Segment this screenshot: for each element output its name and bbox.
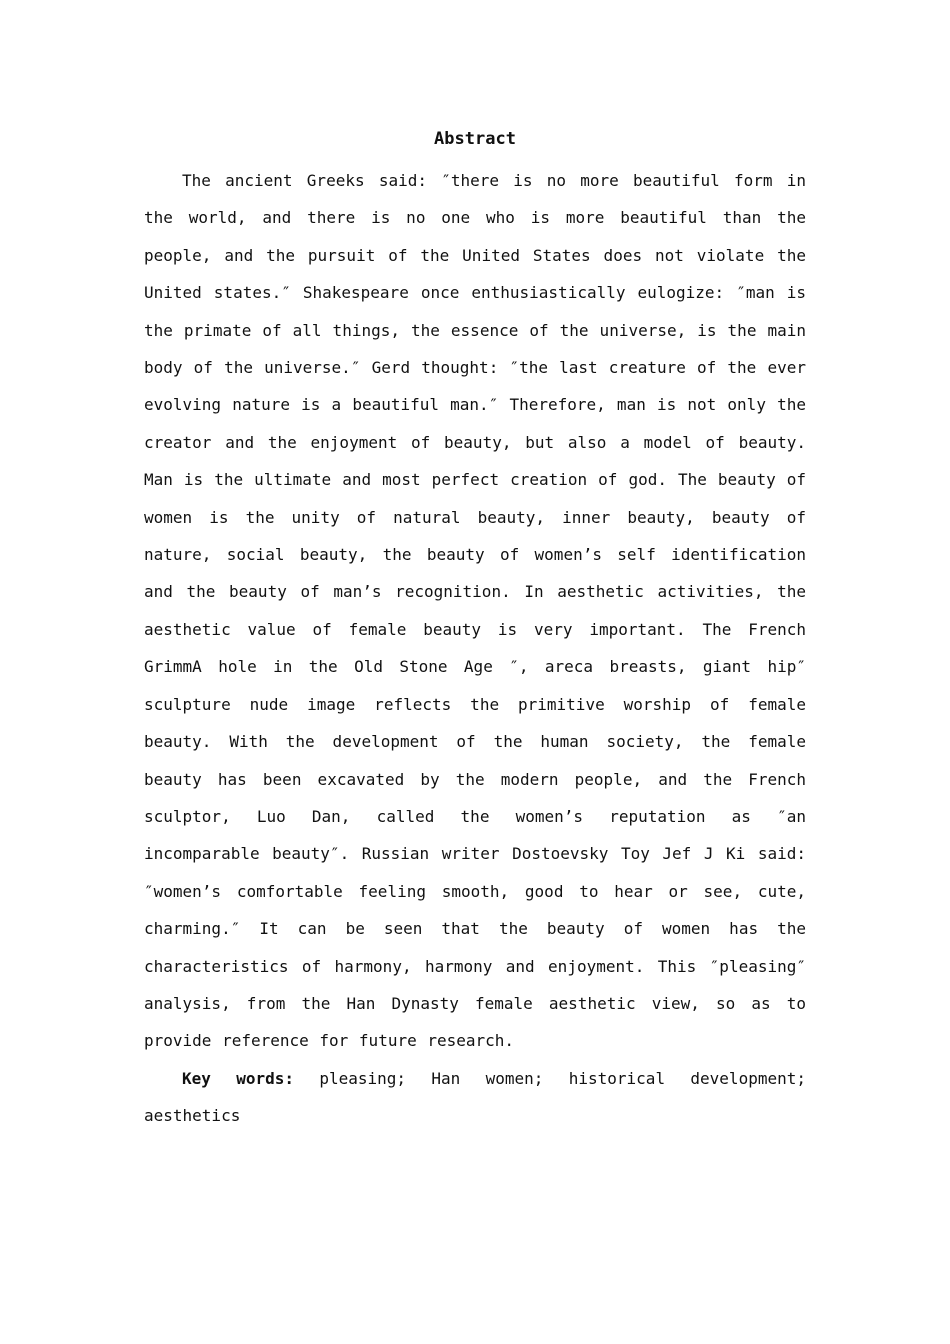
abstract-section [144, 126, 806, 1135]
keywords-paragraph [144, 1060, 806, 1135]
abstract-title: Abstract [434, 129, 516, 149]
keywords-text: pleasing; Han women; historical development; aesthetics [144, 1068, 806, 1126]
keywords-label: Key words: [182, 1068, 295, 1088]
abstract-body: The ancient Greeks said: ″there is no more beautiful form in the world, and there is no one who is more beautiful than the people, and the pursuit of the United States does not violate the United states.″ Shakespeare once enthusiastically eulogize: ″man is the primate of all things, the essence of the universe, is the main body of the universe.″ Gerd thought: ″the last creature of the ever evolving nature is a beautiful man.″ Therefore, man is not only the creator and the enjoyment of beauty, but also a model of beauty. Man is the ultimate and most perfect creation of god. The beauty of women is the unity of natural beauty, inner beauty, beauty of nature, social beauty, the beauty of women’s self identification and the beauty of man’s recognition. In aesthetic activities, the aesthetic value of female beauty is very important. The French GrimmA hole in the Old Stone Age ″, areca breasts, giant hip″ sculpture nude image reflects the primitive worship of female beauty. With the development of the human society, the female beauty has been excavated by the modern people, and the French sculptor, Luo Dan, called the women’s reputation as ″an incomparable beauty″. Russian writer Dostoevsky Toy Jef J Ki said: ″women’s comfortable feeling smooth, good to hear or see, cute, charming.″ It can be seen that the beauty of women has the characteristics of harmony, harmony and enjoyment. This ″pleasing″ analysis, from the Han Dynasty female aesthetic view, so as to provide reference for future research. [144, 171, 806, 1051]
